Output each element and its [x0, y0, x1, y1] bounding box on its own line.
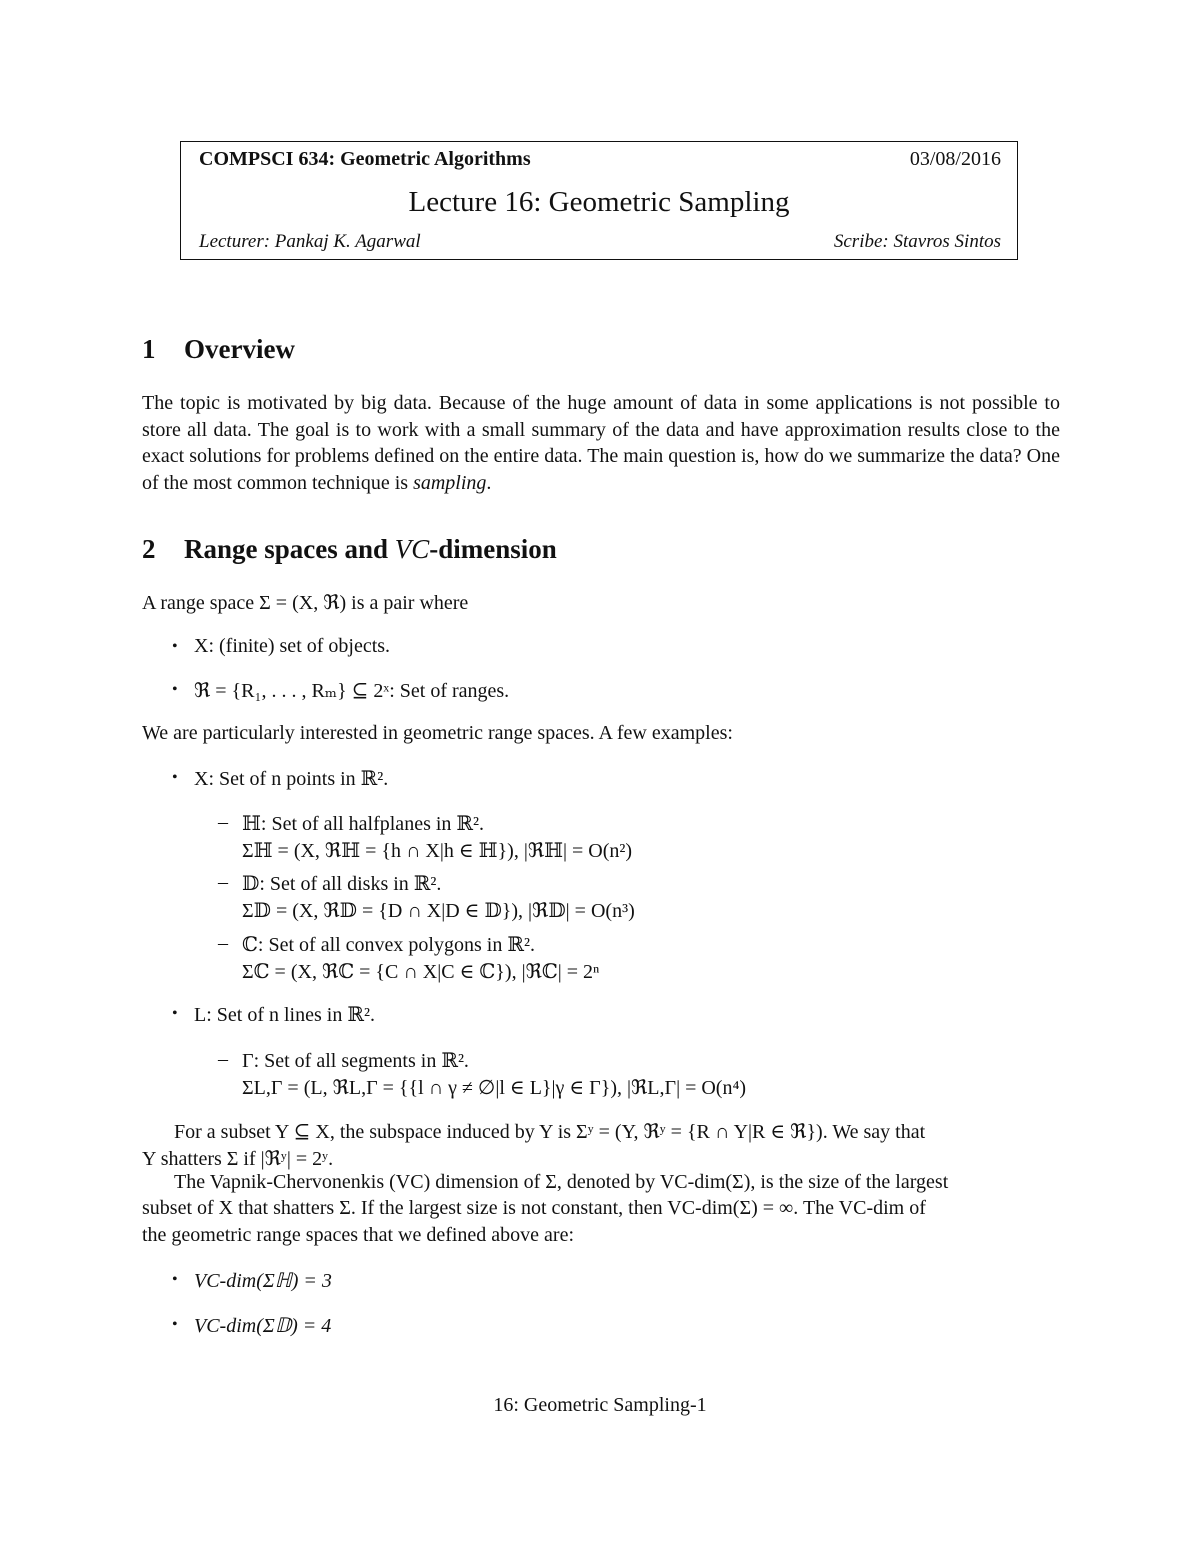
section-title-part: Range spaces and: [184, 534, 395, 564]
range-space-definition: A range space Σ = (X, ℜ) is a pair where: [142, 592, 469, 614]
list-item: X: (finite) set of objects.: [194, 635, 391, 657]
section-2-heading: [142, 534, 557, 565]
vc-text-line: the geometric range spaces that we defined above are:: [142, 1224, 575, 1246]
section-title-vc: VC: [394, 534, 430, 564]
section-number: 1: [142, 334, 156, 364]
course-name: COMPSCI 634: Geometric Algorithms: [199, 148, 531, 170]
subspace-text-line: Y shatters Σ if |ℜʸ| = 2ʸ.: [142, 1148, 334, 1170]
vc-text-line: The Vapnik-Chervonenkis (VC) dimension of Σ, denoted by VC-dim(Σ), is the size of the largest: [174, 1171, 949, 1193]
sub-item-formula: ΣL,Γ = (L, ℜL,Γ = {{l ∩ γ ≠ ∅|l ∈ L}|γ ∈ Γ}), |ℜL,Γ| = O(n⁴): [242, 1077, 747, 1099]
list-item: L: Set of n lines in ℝ².: [194, 1004, 375, 1026]
vc-text-line: subset of X that shatters Σ. If the largest size is not constant, then VC-dim(Σ) = ∞. The VC-dim of: [142, 1197, 926, 1219]
examples-intro: We are particularly interested in geometric range spaces. A few examples:: [142, 722, 733, 744]
sub-item-formula: Σℍ = (X, ℜℍ = {h ∩ X|h ∈ ℍ}), |ℜℍ| = O(n²): [242, 840, 633, 862]
scribe-name: Scribe: Stavros Sintos: [833, 231, 1001, 252]
dash-icon: –: [218, 1048, 228, 1070]
sub-item: 𝔻: Set of all disks in ℝ².: [242, 873, 442, 895]
sub-item-formula: Σℂ = (X, ℜℂ = {C ∩ X|C ∈ ℂ}), |ℜℂ| = 2ⁿ: [242, 961, 600, 983]
bullet-icon: •: [172, 1005, 178, 1022]
bullet-icon: •: [172, 681, 178, 698]
vc-result: VC-dim(Σ𝔻) = 4: [194, 1315, 332, 1337]
bullet-icon: •: [172, 638, 178, 655]
page-footer: 16: Geometric Sampling-1: [493, 1394, 707, 1416]
list-item: ℜ = {R₁, . . . , Rₘ} ⊆ 2ˣ: Set of ranges.: [194, 680, 510, 702]
dash-icon: –: [218, 871, 228, 893]
subspace-text-line: For a subset Y ⊆ X, the subspace induced by Y is Σʸ = (Y, ℜʸ = {R ∩ Y|R ∈ ℜ}). We say that: [174, 1121, 926, 1143]
overview-period: .: [486, 471, 492, 494]
sampling-emphasis: sampling: [413, 471, 487, 494]
sub-item: Γ: Set of all segments in ℝ².: [242, 1050, 469, 1072]
sub-item: ℂ: Set of all convex polygons in ℝ².: [242, 934, 535, 956]
dash-icon: –: [218, 811, 228, 833]
list-item: X: Set of n points in ℝ².: [194, 768, 389, 790]
lecture-header-box: [180, 141, 1018, 260]
bullet-icon: •: [172, 1271, 178, 1288]
section-number: 2: [142, 534, 156, 564]
header-row-bottom: [199, 231, 1001, 253]
overview-paragraph: [142, 390, 1060, 496]
sub-item-formula: Σ𝔻 = (X, ℜ𝔻 = {D ∩ X|D ∈ 𝔻}), |ℜ𝔻| = O(n³): [242, 900, 635, 922]
lecture-title: Lecture 16: Geometric Sampling: [408, 186, 790, 218]
header-row-top: [199, 148, 1001, 171]
section-title-part: -dimension: [429, 534, 557, 564]
section-title: Overview: [184, 334, 295, 364]
dash-icon: –: [218, 932, 228, 954]
vc-result: VC-dim(Σℍ) = 3: [194, 1270, 332, 1292]
bullet-icon: •: [172, 769, 178, 786]
sub-item: ℍ: Set of all halfplanes in ℝ².: [242, 813, 485, 835]
lecture-date: 03/08/2016: [909, 148, 1001, 170]
overview-text: The topic is motivated by big data. Because of the huge amount of data in some applications is not possible to store all data. The goal is to work with a small summary of the data and have approximation results close to the exact solutions for problems defined on the entire data. The main question is, how do we summarize the data? One of the most common technique is: [142, 392, 1060, 494]
bullet-icon: •: [172, 1316, 178, 1333]
section-1-heading: [142, 334, 295, 365]
lecturer-name: Lecturer: Pankaj K. Agarwal: [199, 231, 421, 252]
